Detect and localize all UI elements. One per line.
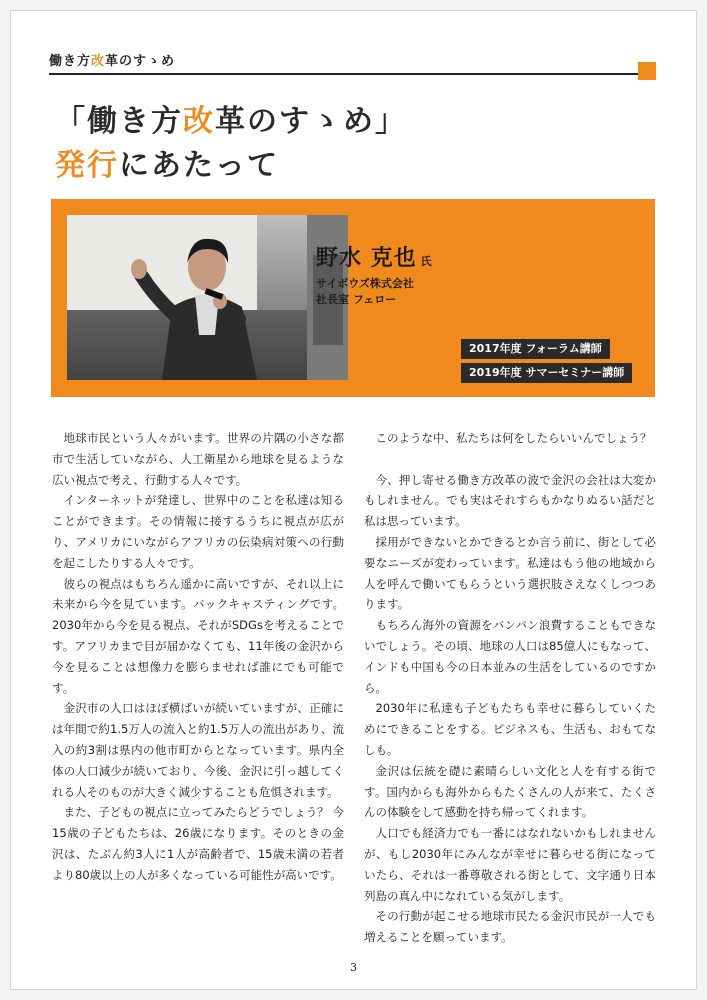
title-accent: 改 <box>183 104 215 139</box>
paragraph: その行動が起こせる地球市民たる金沢市民が一人でも増えることを願っています。 <box>364 909 656 945</box>
header-rule <box>49 73 649 75</box>
page-title <box>55 100 407 188</box>
running-head-text: 働き方 <box>49 54 92 69</box>
speaker-name-text: 野水 克也 <box>316 246 417 271</box>
accent-square-icon <box>638 62 656 80</box>
paragraph: 彼らの視点はもちろん遥かに高いですが、それ以上に未来から今を見ています。バックキャスティングです。2030年から今を見る視点、それがSDGsを考えることです。アフリカまで目が届かなくても、11年後の金沢から今を見ることは想像力を膨らませれば誰にでも可能です。 <box>52 576 344 695</box>
paragraph: このような中、私たちは何をしたらいいんでしょう？ <box>375 431 652 445</box>
paragraph: 採用ができないとかできるとか言う前に、街として必要なニーズが変わっています。私達はもう他の地域から人を呼んで働いてもらうという選択肢さえなくしつつあります。 <box>364 534 656 612</box>
running-head <box>49 50 175 69</box>
paragraph: インターネットが発達し、世界中のことを私達は知ることができます。その情報に接するうちに視点が広がり、アメリカにいながらアフリカの伝染病対策への行動を起こしたりする人々です。 <box>52 493 344 570</box>
profile-banner <box>51 199 655 397</box>
speaker-photo <box>67 215 348 380</box>
speaker-role: 社長室 フェロー <box>316 293 397 306</box>
body-column-left <box>52 428 344 886</box>
running-head-accent: 改 <box>91 54 106 69</box>
paragraph: もちろん海外の資源をバンバン浪費することもできないでしょう。その頃、地球の人口は85億人にもなって、インドも中国も今の日本並みの生活をしているのですから。 <box>364 618 656 695</box>
page-number: 3 <box>350 961 357 974</box>
body-column-right <box>364 428 656 948</box>
title-line-1 <box>55 100 407 144</box>
speaker-honorific: 氏 <box>420 255 433 268</box>
title-text-2: にあたって <box>119 148 279 183</box>
speaker-company: サイボウズ株式会社 <box>316 277 414 290</box>
paragraph: 地球市民という人々がいます。世界の片隅の小さな都市で生活していながら、人工衛星から地球を見るような広い視点で考え、行動する人々です。 <box>52 431 344 487</box>
paragraph: 金沢は伝統を礎に素晴らしい文化と人を有する街です。国内からも海外からもたくさんの人が来て、たくさんの体験をして感動を持ち帰ってくれます。 <box>364 763 656 820</box>
speaker-name <box>316 241 433 272</box>
title-text-end: 革のすゝめ」 <box>215 104 407 139</box>
title-text: 「働き方 <box>55 104 183 139</box>
paragraph: 金沢市の人口はほぼ横ばいが続いていますが、正確には年間で約1.5万人の流入と約1.5万人の流出があり、流入の約3割は県内の他市町からとなっています。県内全体の人口減少が続いており、今後、金沢に引っ越してくれる人そのものが大きく減少することも危惧されます。 <box>52 701 344 799</box>
title-line-2 <box>55 144 407 188</box>
title-accent-2: 発行 <box>55 148 119 183</box>
credit-badge: 2017年度 フォーラム講師 <box>461 339 610 359</box>
credit-badge: 2019年度 サマーセミナー講師 <box>461 363 632 383</box>
paragraph: 人口でも経済力でも一番にはなれないかもしれませんが、もし2030年にみんなが幸せに暮らせる街になっていたら、それは一番尊敬される街として、文字通り日本列島の真ん中になれている気がします。 <box>364 826 656 903</box>
paragraph: また、子どもの視点に立ってみたらどうでしょう？ 今15歳の子どもたちは、26歳になります。そのときの金沢は、たぶん約3人に1人が高齢者で、15歳未満の若者より80歳以上の人が多くなっている可能性が高いです。 <box>52 805 344 882</box>
paragraph: 今、押し寄せる働き方改革の波で金沢の会社は大変かもしれません。でも実はそれすらもかなりぬるい話だと私は思っています。 <box>364 472 656 529</box>
paragraph: 2030年に私達も子どもたちも幸せに暮らしていくためにできることをする。ビジネスも、生活も、おもてなしも。 <box>364 701 656 757</box>
running-head-text-end: 革のすゝめ <box>105 54 176 69</box>
